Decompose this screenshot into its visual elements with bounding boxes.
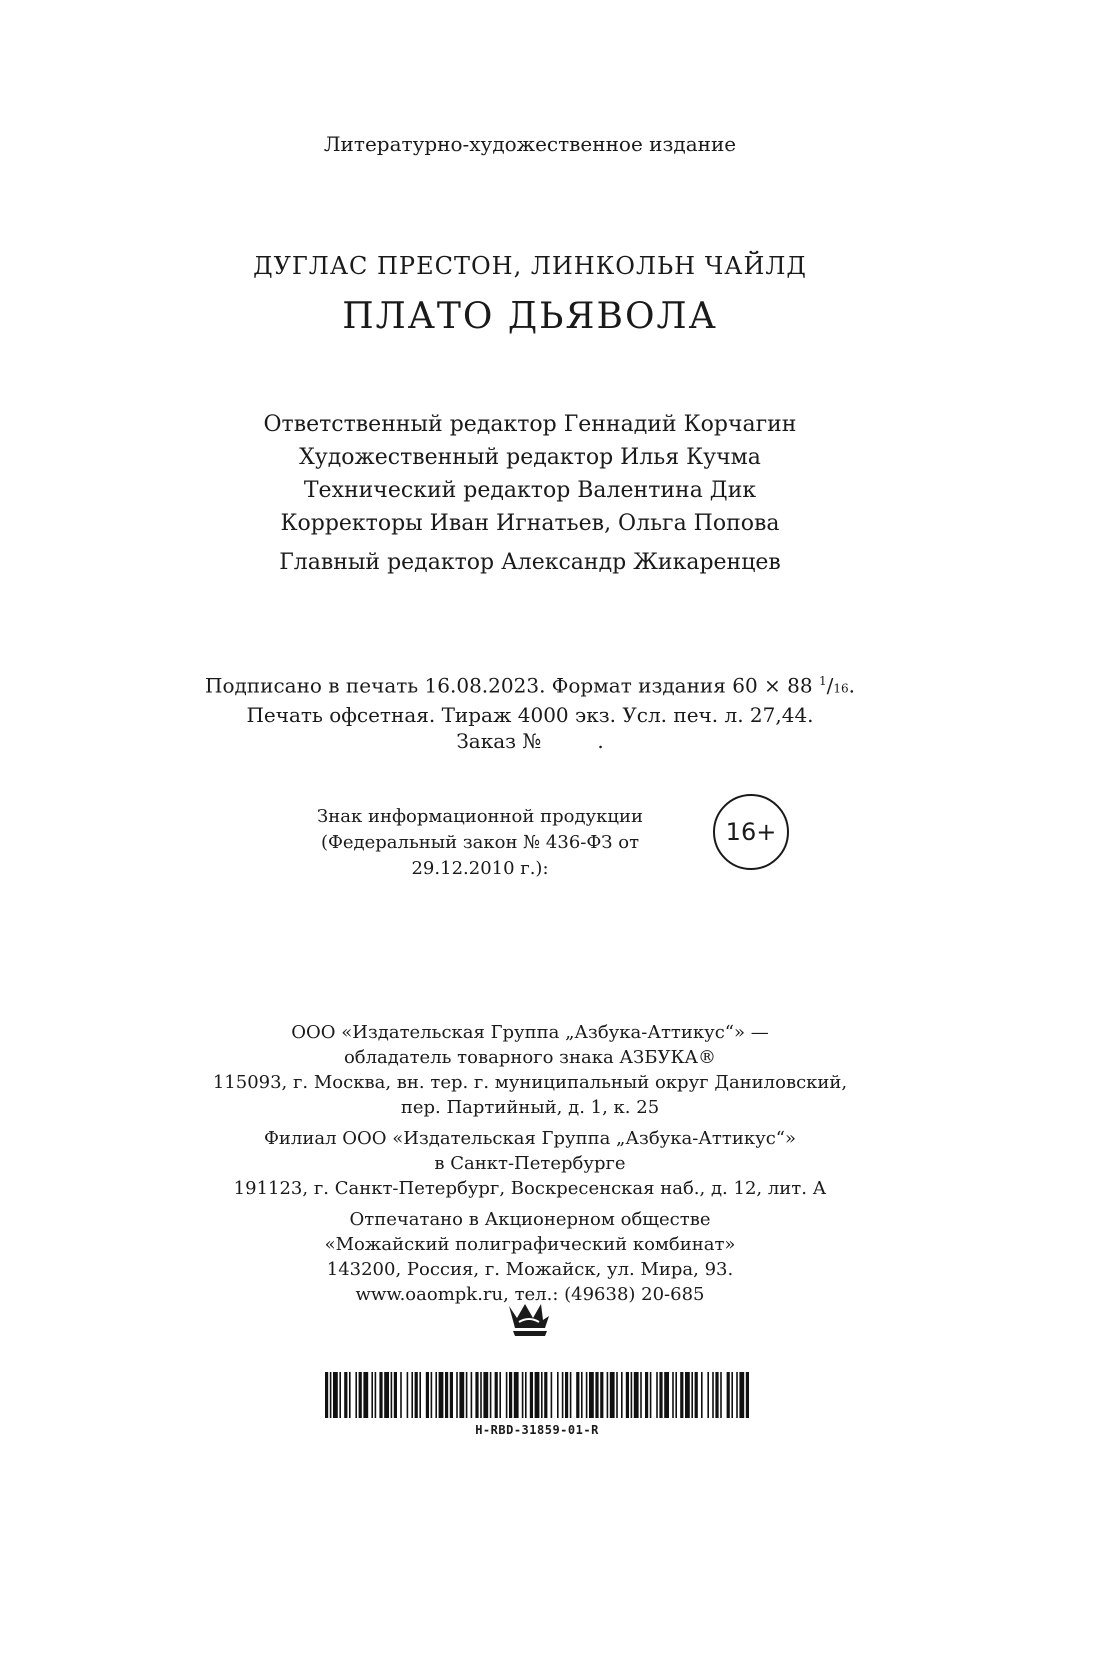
barcode-bar	[691, 1372, 693, 1418]
publisher-line: 115093, г. Москва, вн. тер. г. муниципальный округ Даниловский,	[212, 1072, 848, 1093]
book-title: ПЛАТО ДЬЯВОЛА	[342, 296, 718, 337]
format-denominator: 16	[833, 681, 849, 696]
barcode-bar	[355, 1372, 357, 1418]
barcode-bar	[701, 1372, 703, 1418]
barcode-bar	[419, 1372, 421, 1418]
barcode-bar	[695, 1372, 698, 1418]
barcode-bar	[499, 1372, 501, 1418]
publisher-line: ООО «Издательская Группа „Азбука-Аттикус“» —	[291, 1022, 769, 1043]
authors: ДУГЛАС ПРЕСТОН, ЛИНКОЛЬН ЧАЙЛД	[253, 252, 807, 280]
barcode-bar	[589, 1372, 594, 1418]
staff-line: Корректоры Иван Игнатьев, Ольга Попова	[280, 511, 780, 536]
barcode-bar	[634, 1372, 639, 1418]
barcode-bar	[325, 1372, 328, 1418]
barcode-bar	[551, 1372, 553, 1418]
printer-line: «Можайский полиграфический комбинат»	[324, 1234, 736, 1255]
barcode-bar	[626, 1372, 629, 1418]
order-label: Заказ №	[456, 728, 542, 753]
age-sign-line2: (Федеральный закон № 436-ФЗ от 29.12.2010 г.):	[320, 832, 640, 879]
order-line	[0, 728, 1060, 754]
barcode-bar	[459, 1372, 464, 1418]
printer-line: www.oaompk.ru, тел.: (49638) 20-685	[355, 1284, 705, 1305]
publisher-line: пер. Партийный, д. 1, к. 25	[400, 1097, 660, 1118]
staff-list	[0, 408, 1060, 579]
format-numerator: 1	[818, 674, 827, 688]
barcode-bar	[394, 1372, 397, 1418]
barcode-bar	[435, 1372, 437, 1418]
barcode-bar	[631, 1372, 633, 1418]
barcode-bar	[483, 1372, 488, 1418]
barcode-bar	[456, 1372, 458, 1418]
barcode-bar	[607, 1372, 609, 1418]
barcode-bar	[330, 1372, 332, 1418]
age-rating-badge: 16+	[713, 794, 789, 870]
barcode-bar	[659, 1372, 662, 1418]
barcode-bar	[415, 1372, 418, 1418]
barcode-text: H-RBD-31859-01-R	[475, 1423, 599, 1437]
barcode-bar	[680, 1372, 683, 1418]
print-signed-text: Подписано в печать 16.08.2023. Формат издания 60 × 88	[205, 673, 819, 698]
barcode-bar	[363, 1372, 368, 1418]
barcode-bar	[391, 1372, 393, 1418]
barcode-bar	[595, 1372, 598, 1418]
barcode-bar	[384, 1372, 389, 1418]
barcode-bar	[600, 1372, 603, 1418]
barcode-bar	[581, 1372, 583, 1418]
barcode-bar	[411, 1372, 413, 1418]
staff-line: Художественный редактор Илья Кучма	[299, 445, 761, 470]
staff-line: Ответственный редактор Геннадий Корчагин	[263, 412, 797, 437]
barcode-bar	[525, 1372, 527, 1418]
branch-line: в Санкт-Петербурге	[434, 1153, 626, 1174]
barcode-bar	[736, 1372, 738, 1418]
barcode-bar	[565, 1372, 568, 1418]
print-signed-line	[0, 668, 1060, 702]
barcode-bar	[407, 1372, 409, 1418]
branch-line: Филиал ООО «Издательская Группа „Азбука-Аттикус“»	[263, 1128, 796, 1149]
barcode-bar	[621, 1372, 623, 1418]
branch-line: 191123, г. Санкт-Петербург, Воскресенская наб., д. 12, лит. А	[233, 1178, 827, 1199]
barcode-bar	[379, 1372, 382, 1418]
barcode-bar	[490, 1372, 492, 1418]
chief-editor: Главный редактор Александр Жикаренцев	[279, 550, 781, 575]
barcode-bar	[650, 1372, 652, 1418]
barcode-bar	[535, 1372, 540, 1418]
barcode-bar	[640, 1372, 642, 1418]
barcode-bar	[544, 1372, 547, 1418]
barcode-bar	[344, 1372, 347, 1418]
barcode-bar	[715, 1372, 718, 1418]
azbuka-crown-logo-icon	[505, 1298, 553, 1338]
barcode-bar	[712, 1372, 714, 1418]
publisher-info	[0, 1020, 1060, 1307]
barcode-bar	[656, 1372, 658, 1418]
barcode-bar	[480, 1372, 482, 1418]
barcode-bar	[562, 1372, 564, 1418]
barcode-bar	[610, 1372, 615, 1418]
barcode-bar	[431, 1372, 433, 1418]
barcode-bar	[475, 1372, 478, 1418]
barcode-bar	[333, 1372, 338, 1418]
format-end: .	[848, 673, 855, 698]
barcode-bar	[439, 1372, 444, 1418]
barcode-bar	[349, 1372, 351, 1418]
barcode-bar	[739, 1372, 744, 1418]
barcode-bar	[557, 1372, 559, 1418]
print-info	[0, 668, 1060, 754]
barcode-bar	[445, 1372, 448, 1418]
order-end: .	[597, 728, 604, 753]
print-offset-line: Печать офсетная. Тираж 4000 экз. Усл. печ. л. 27,44.	[246, 702, 814, 727]
barcode-bar	[586, 1372, 588, 1418]
format-separator: /	[826, 673, 834, 698]
edition-type: Литературно-художественное издание	[323, 132, 737, 156]
barcode-bar	[471, 1372, 473, 1418]
barcode-bar	[707, 1372, 709, 1418]
printer-line: 143200, Россия, г. Можайск, ул. Мира, 93.	[326, 1259, 734, 1280]
barcode-bar	[495, 1372, 498, 1418]
barcode-bar	[509, 1372, 512, 1418]
staff-line: Технический редактор Валентина Дик	[303, 478, 757, 503]
barcode-bar	[720, 1372, 722, 1418]
age-sign-text	[270, 804, 690, 882]
barcode-bar	[530, 1372, 533, 1418]
barcode-bar	[731, 1372, 733, 1418]
barcode	[325, 1372, 749, 1418]
barcode-bar	[675, 1372, 677, 1418]
barcode-bar	[672, 1372, 674, 1418]
barcode-bar	[371, 1372, 373, 1418]
barcode-bar	[746, 1372, 749, 1418]
barcode-bar	[400, 1372, 402, 1418]
barcode-bar	[514, 1372, 519, 1418]
barcode-bar	[426, 1372, 429, 1418]
barcode-bar	[685, 1372, 690, 1418]
barcode-bar	[359, 1372, 362, 1418]
barcode-bar	[645, 1372, 648, 1418]
barcode-bar	[541, 1372, 543, 1418]
barcode-bar	[522, 1372, 524, 1418]
publisher-line: обладатель товарного знака АЗБУКА®	[343, 1047, 717, 1068]
barcode-bar	[506, 1372, 508, 1418]
printer-block	[0, 1207, 1060, 1307]
branch-block	[0, 1126, 1060, 1201]
age-sign-line1: Знак информационной продукции	[317, 806, 643, 827]
printer-line: Отпечатано в Акционерном обществе	[349, 1209, 711, 1230]
barcode-bar	[576, 1372, 579, 1418]
barcode-bar	[664, 1372, 669, 1418]
publisher-block	[0, 1020, 1060, 1120]
barcode-bar	[466, 1372, 468, 1418]
barcode-bar	[375, 1372, 377, 1418]
barcode-bar	[616, 1372, 618, 1418]
barcode-bar	[450, 1372, 453, 1418]
barcode-bar	[727, 1372, 730, 1418]
barcode-bar	[339, 1372, 341, 1418]
barcode-bar	[570, 1372, 572, 1418]
